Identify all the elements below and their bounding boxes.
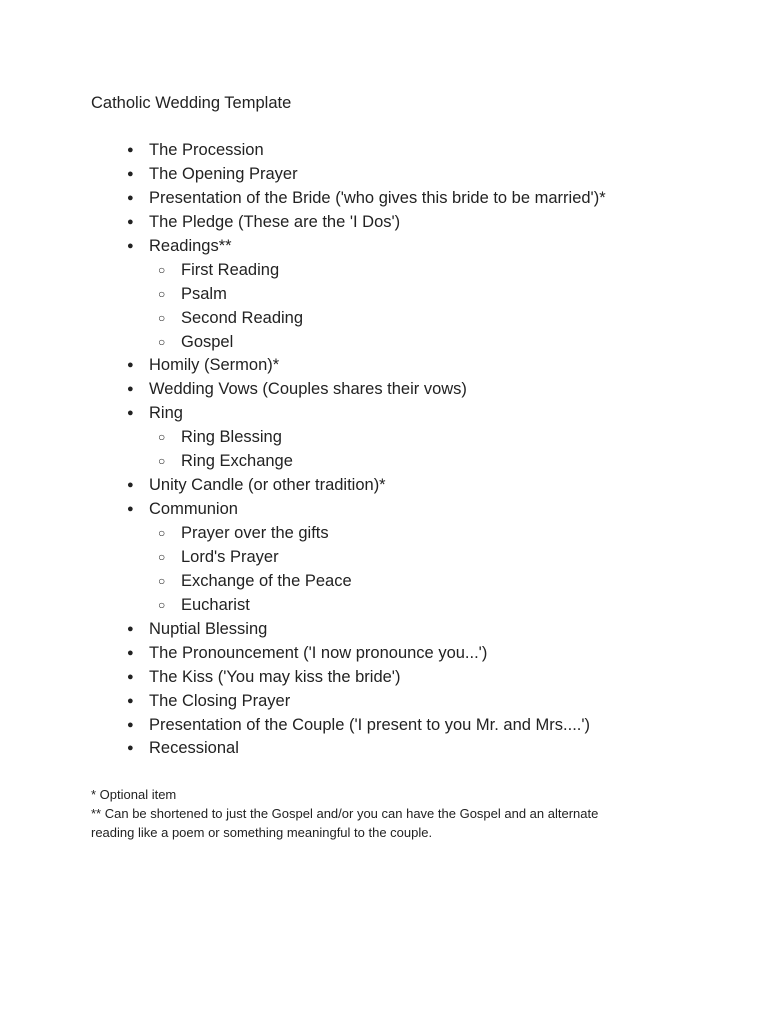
list-item-text: Wedding Vows (Couples shares their vows) — [149, 380, 467, 399]
bullet-icon: ● — [127, 742, 134, 755]
list-item — [0, 235, 768, 259]
list-item — [0, 474, 768, 498]
list-item — [0, 187, 768, 211]
list-item-text: The Kiss ('You may kiss the bride') — [149, 667, 401, 686]
list-item-text: Communion — [149, 500, 238, 519]
list-item — [0, 618, 768, 642]
footnote-line: * Optional item — [91, 787, 177, 802]
list-item — [0, 690, 768, 714]
list-item-text: Lord's Prayer — [181, 547, 279, 566]
sub-list-item — [0, 307, 768, 331]
list-item-text: Nuptial Blessing — [149, 619, 268, 638]
bullet-icon: ● — [127, 144, 134, 156]
ceremony-outline — [0, 139, 768, 761]
bullet-icon: ● — [127, 646, 134, 659]
list-item — [0, 211, 768, 235]
list-item-text: Gospel — [181, 332, 234, 351]
footnote-line: reading like a poem or something meaningful to the couple. — [91, 825, 433, 840]
footnotes — [91, 785, 691, 842]
list-item — [0, 642, 768, 666]
list-item — [0, 139, 768, 163]
list-item-text: Unity Candle (or other tradition)* — [149, 476, 386, 495]
sub-list-item — [0, 522, 768, 546]
list-item-text: Ring Blessing — [181, 428, 282, 447]
circle-bullet-icon: ○ — [158, 310, 166, 325]
sub-list-item — [0, 546, 768, 570]
list-item-text: The Closing Prayer — [149, 691, 291, 710]
bullet-icon: ● — [127, 479, 134, 492]
bullet-icon: ● — [127, 215, 134, 228]
list-item-text: Prayer over the gifts — [181, 524, 329, 542]
bullet-icon: ● — [127, 407, 134, 420]
bullet-icon: ● — [127, 694, 134, 707]
sub-list-item — [0, 426, 768, 450]
list-item — [0, 378, 768, 402]
list-item-text: Presentation of the Bride ('who gives this bride to be married')* — [149, 188, 606, 207]
list-item-text: Eucharist — [181, 595, 250, 614]
bullet-icon: ● — [127, 191, 134, 204]
list-item-text: Ring Exchange — [181, 452, 293, 471]
bullet-icon: ● — [127, 670, 134, 683]
document-title: Catholic Wedding Template — [91, 94, 292, 112]
bullet-icon: ● — [127, 383, 134, 396]
list-item — [0, 402, 768, 426]
list-item-text: Homily (Sermon)* — [149, 356, 280, 375]
list-item-text: Presentation of the Couple ('I present to you Mr. and Mrs....') — [149, 715, 591, 734]
list-item — [0, 498, 768, 522]
bullet-icon: ● — [127, 718, 134, 731]
list-item-text: Ring — [149, 404, 183, 423]
list-item-text: Psalm — [181, 284, 227, 303]
bullet-icon: ● — [127, 622, 134, 635]
circle-bullet-icon: ○ — [158, 573, 166, 588]
circle-bullet-icon: ○ — [158, 334, 166, 349]
circle-bullet-icon: ○ — [158, 549, 166, 564]
bullet-icon: ● — [127, 167, 134, 180]
list-item-text: Recessional — [149, 739, 239, 758]
list-item — [0, 163, 768, 187]
footnote-line: ** Can be shortened to just the Gospel and/or you can have the Gospel and an alternate — [91, 806, 599, 821]
circle-bullet-icon: ○ — [158, 597, 166, 612]
list-item-text: First Reading — [181, 260, 280, 279]
sub-list-item — [0, 594, 768, 618]
sub-list-item — [0, 570, 768, 594]
list-item-text: Second Reading — [181, 308, 304, 327]
list-item-text: The Pledge (These are the 'I Dos') — [149, 212, 401, 231]
list-item — [0, 714, 768, 738]
sub-list-item — [0, 283, 768, 307]
list-item-text: The Opening Prayer — [149, 164, 298, 183]
circle-bullet-icon: ○ — [158, 454, 166, 469]
list-item-text: Exchange of the Peace — [181, 571, 352, 590]
circle-bullet-icon: ○ — [158, 286, 166, 301]
list-item — [0, 354, 768, 378]
circle-bullet-icon: ○ — [158, 430, 166, 445]
bullet-icon: ● — [127, 503, 134, 516]
circle-bullet-icon: ○ — [158, 526, 166, 540]
sub-list-item — [0, 259, 768, 283]
list-item-text: Readings** — [149, 236, 232, 255]
bullet-icon: ● — [127, 239, 134, 252]
list-item — [0, 666, 768, 690]
sub-list-item — [0, 331, 768, 355]
circle-bullet-icon: ○ — [158, 262, 166, 277]
list-item-text: The Procession — [149, 141, 264, 159]
bullet-icon: ● — [127, 359, 134, 372]
list-item-text: The Pronouncement ('I now pronounce you...') — [149, 643, 488, 662]
sub-list-item — [0, 450, 768, 474]
list-item — [0, 737, 768, 761]
